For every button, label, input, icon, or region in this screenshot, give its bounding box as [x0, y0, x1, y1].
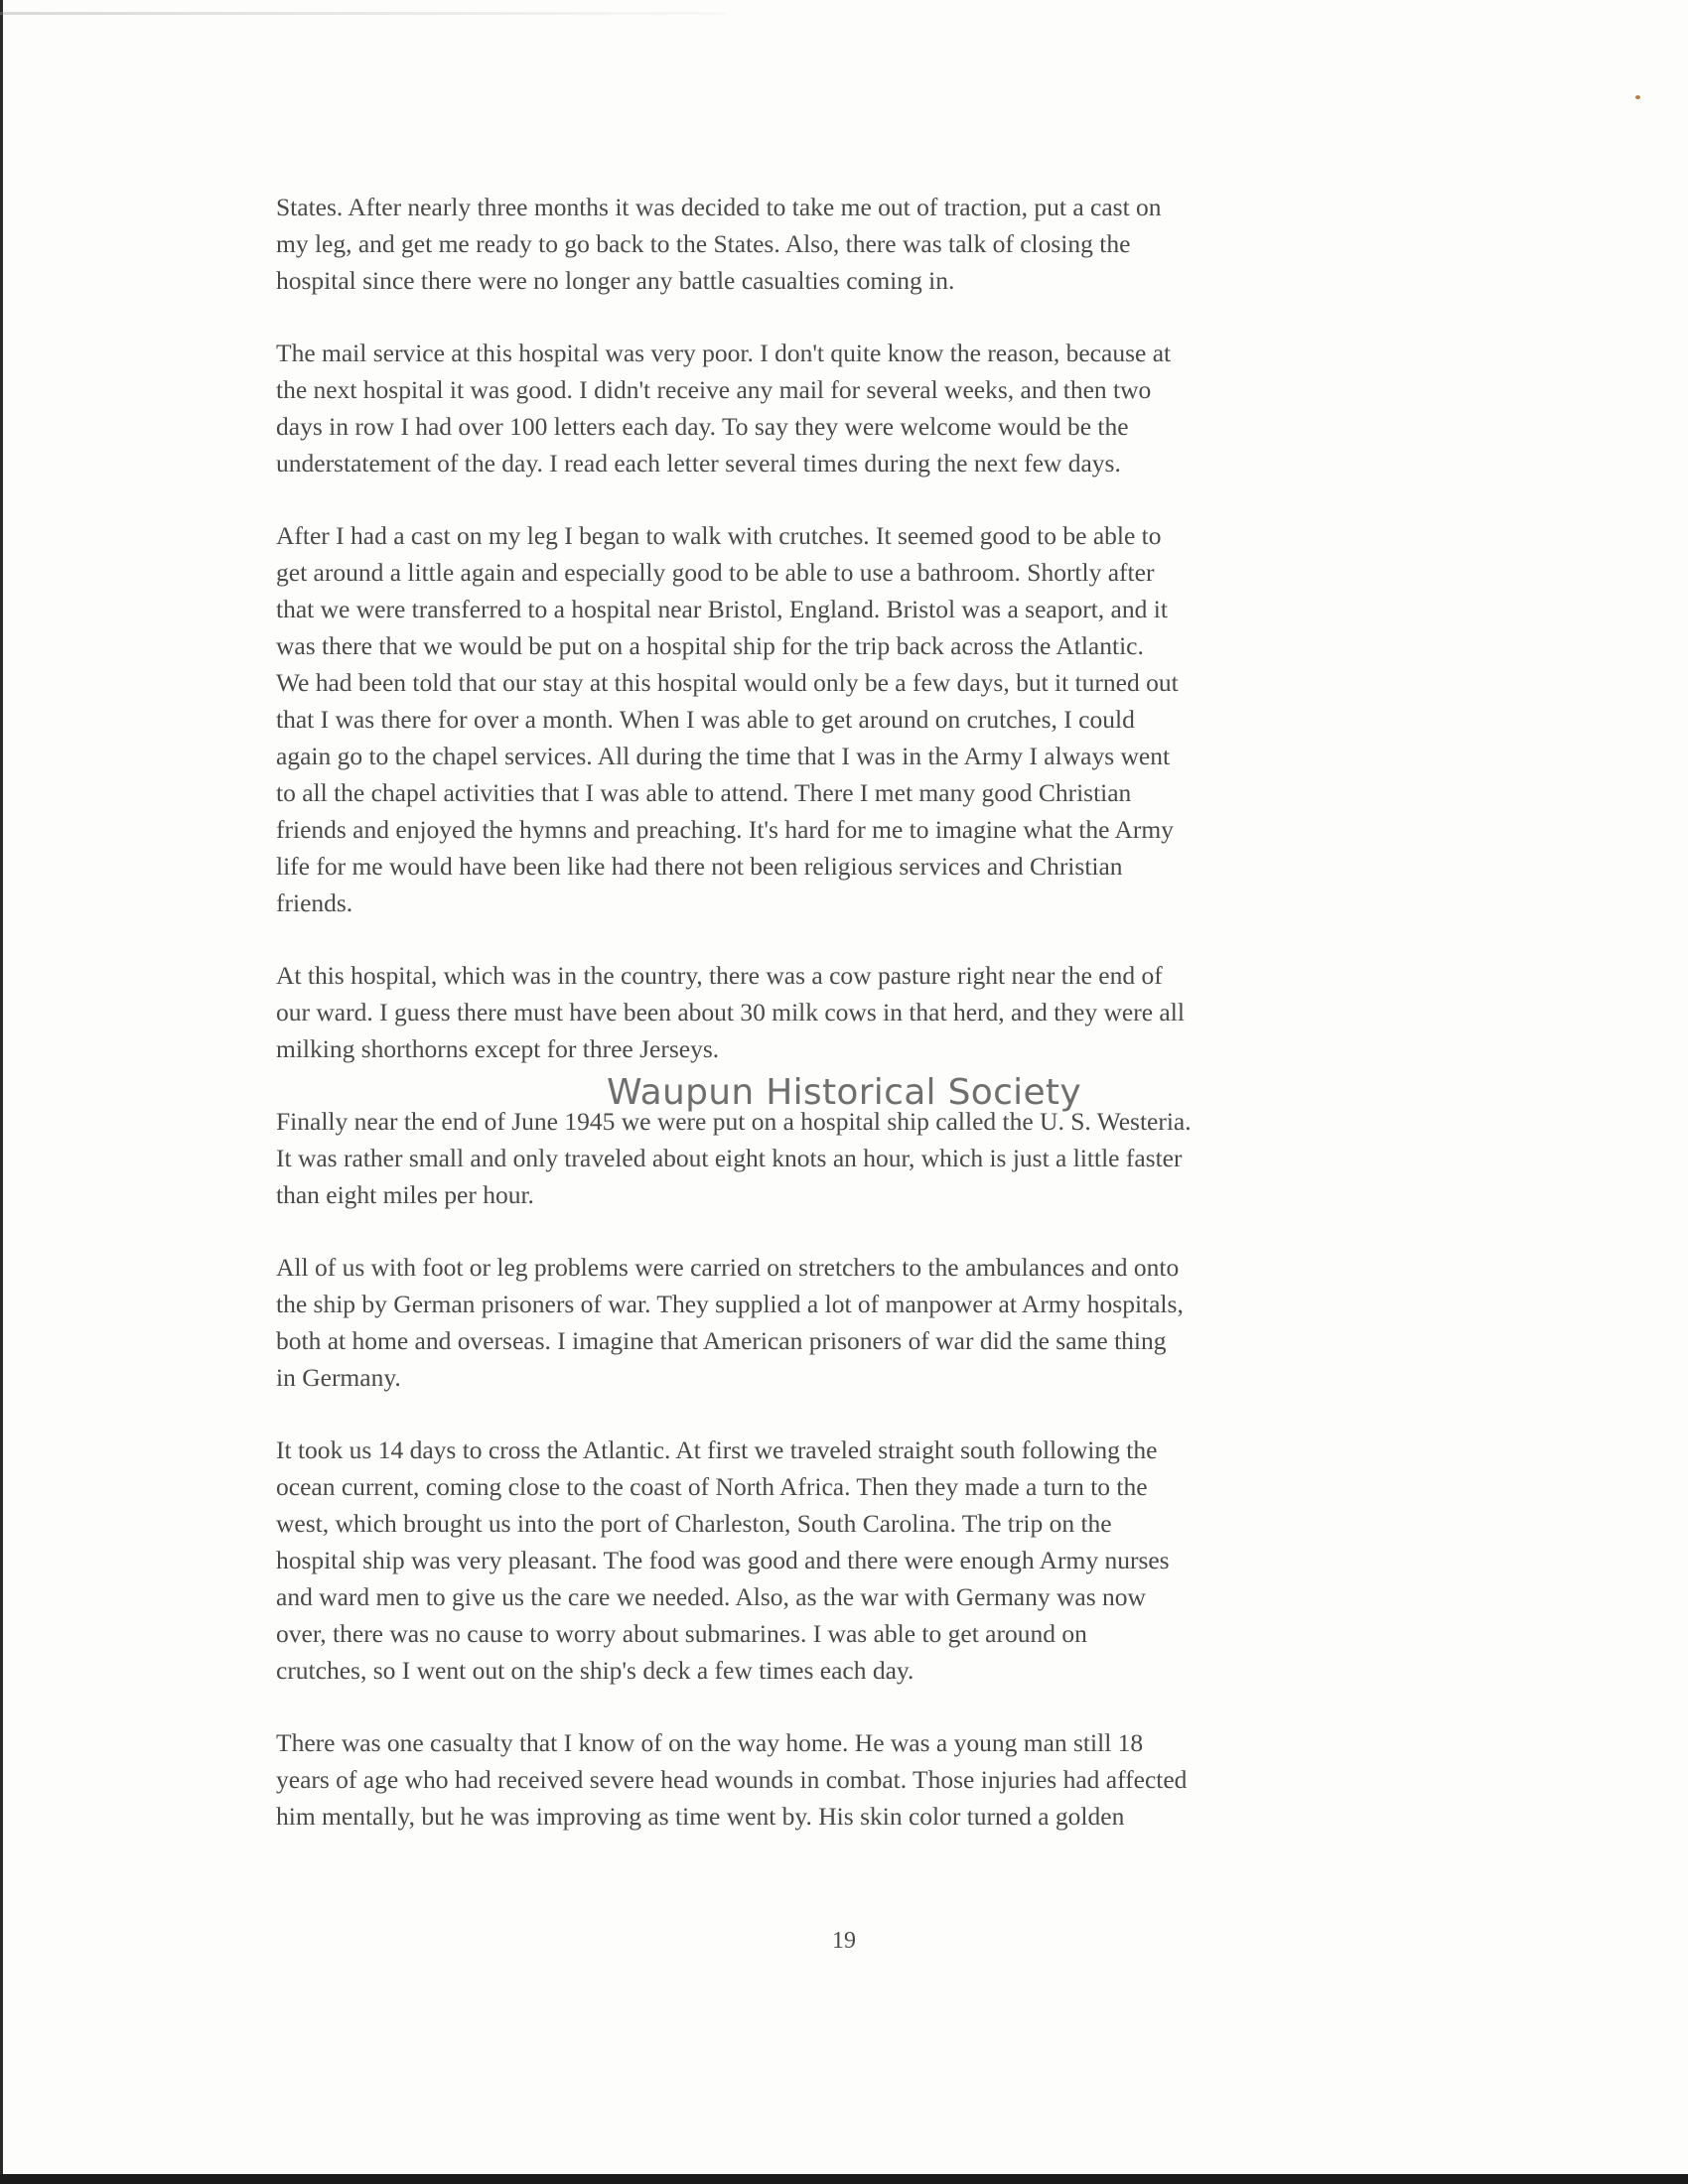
watermark: Waupun Historical Society: [607, 1072, 1081, 1113]
text-line: Finally near the end of June 1945 we were put on a hospital ship called the U. S. Westeria.: [276, 1107, 1192, 1136]
text-line: that we were transferred to a hospital near Bristol, England. Bristol was a seaport, and it: [276, 595, 1168, 623]
text-line: hospital ship was very pleasant. The food was good and there were enough Army nurses: [276, 1546, 1170, 1574]
paragraph: [276, 1724, 1413, 1835]
paragraph: [276, 1103, 1413, 1213]
scan-top-smudge: [0, 12, 725, 15]
text-line: the ship by German prisoners of war. They supplied a lot of manpower at Army hospitals,: [276, 1290, 1184, 1318]
paragraph: [276, 957, 1413, 1067]
scan-speck: [1635, 95, 1640, 99]
page-number: 19: [832, 1928, 856, 1954]
text-line: There was one casualty that I know of on the way home. He was a young man still 18: [276, 1728, 1144, 1757]
text-line: both at home and overseas. I imagine that American prisoners of war did the same thing: [276, 1326, 1167, 1355]
text-line: milking shorthorns except for three Jerseys.: [276, 1034, 720, 1063]
text-line: friends and enjoyed the hymns and preaching. It's hard for me to imagine what the Army: [276, 815, 1174, 844]
scan-bottom-edge: [0, 2174, 1688, 2184]
text-line: friends.: [276, 888, 353, 917]
text-line: After I had a cast on my leg I began to walk with crutches. It seemed good to be able to: [276, 521, 1162, 550]
text-line: States. After nearly three months it was decided to take me out of traction, put a cast on: [276, 193, 1162, 221]
paragraph: [276, 189, 1413, 299]
text-line: over, there was no cause to worry about submarines. I was able to get around on: [276, 1619, 1087, 1648]
text-line: my leg, and get me ready to go back to the States. Also, there was talk of closing the: [276, 229, 1131, 258]
text-line: the next hospital it was good. I didn't receive any mail for several weeks, and then two: [276, 375, 1152, 404]
text-line: and ward men to give us the care we needed. Also, as the war with Germany was now: [276, 1582, 1146, 1611]
text-line: get around a little again and especially good to be able to use a bathroom. Shortly after: [276, 558, 1155, 587]
text-line: again go to the chapel services. All during the time that I was in the Army I always went: [276, 742, 1171, 770]
paragraph: [276, 517, 1413, 921]
text-line: It took us 14 days to cross the Atlantic. At first we traveled straight south following the: [276, 1435, 1158, 1464]
text-line: that I was there for over a month. When I was able to get around on crutches, I could: [276, 705, 1135, 734]
text-line: west, which brought us into the port of Charleston, South Carolina. The trip on the: [276, 1509, 1112, 1538]
text-line: was there that we would be put on a hospital ship for the trip back across the Atlantic.: [276, 631, 1144, 660]
text-line: ocean current, coming close to the coast of North Africa. Then they made a turn to the: [276, 1472, 1148, 1501]
text-line: It was rather small and only traveled about eight knots an hour, which is just a little faster: [276, 1144, 1183, 1172]
text-line: We had been told that our stay at this hospital would only be a few days, but it turned out: [276, 668, 1179, 697]
body-text: [276, 189, 1413, 1870]
text-line: understatement of the day. I read each letter several times during the next few days.: [276, 449, 1121, 478]
paragraph: [276, 1432, 1413, 1689]
paragraph: [276, 1249, 1413, 1396]
text-line: in Germany.: [276, 1363, 401, 1392]
text-line: life for me would have been like had there not been religious services and Christian: [276, 852, 1123, 881]
text-line: days in row I had over 100 letters each day. To say they were welcome would be the: [276, 412, 1129, 441]
text-line: to all the chapel activities that I was able to attend. There I met many good Christian: [276, 778, 1132, 807]
text-line: The mail service at this hospital was very poor. I don't quite know the reason, because at: [276, 339, 1172, 367]
text-line: than eight miles per hour.: [276, 1180, 534, 1209]
paragraph: [276, 335, 1413, 481]
text-line: our ward. I guess there must have been about 30 milk cows in that herd, and they were all: [276, 998, 1185, 1026]
text-line: At this hospital, which was in the country, there was a cow pasture right near the end of: [276, 961, 1163, 990]
text-line: crutches, so I went out on the ship's deck a few times each day.: [276, 1656, 914, 1685]
text-line: All of us with foot or leg problems were carried on stretchers to the ambulances and onto: [276, 1253, 1180, 1282]
text-line: him mentally, but he was improving as time went by. His skin color turned a golden: [276, 1802, 1125, 1831]
text-line: years of age who had received severe head wounds in combat. Those injuries had affected: [276, 1765, 1188, 1794]
text-line: hospital since there were no longer any battle casualties coming in.: [276, 266, 955, 295]
